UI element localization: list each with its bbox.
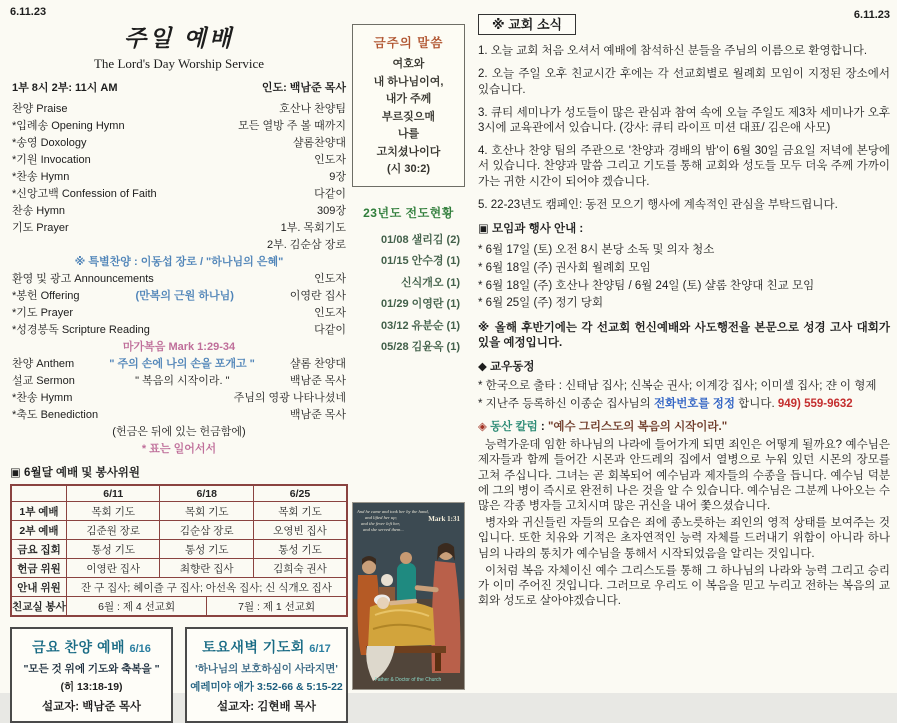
worship-item-center-text: 마가복음 Mark 1:29-34 [122,341,236,353]
worship-item [10,441,348,458]
worship-item-label: 설교 Sermon [12,375,75,387]
worship-item [10,254,348,271]
worship-item-label: *봉헌 Offering [12,290,80,302]
worship-item-value: 인도자 [314,273,346,285]
table-cell: 목회 기도 [160,502,254,521]
worship-item-value: 백남준 목사 [289,375,346,387]
column-heading [478,420,890,435]
worship-item-center-text: 2부. 김순삼 장로 [266,239,346,251]
member-news-heading: ◆ 교우동정 [478,360,535,373]
verse-line: 나를 [397,128,420,140]
worship-item-value: 샬롬 찬양대 [289,358,346,370]
notice-item: 4. 호산나 찬양 팀의 주관으로 '찬양과 경배의 밤'이 6월 30일 금요일 저녁에 본당에서 있습니다. 찬양과 말씀 그리고 기도를 통해 교회와 성도들 모두 더욱 주께 가까이 가는 귀한 시간이 되어야 겠습니다. [478,145,890,188]
saturday-box-title: 토요새벽 기도회 [202,639,305,655]
service-times: 1부 8시 2부: 11시 AM [12,82,118,94]
evangelism-entry: 01/15 안수경 (1) [381,255,460,267]
column-paragraph: 능력가운데 임한 하나님의 나라에 들어가게 되면 죄인은 어떻게 될까요? 예수님은 제자들과 함께 들어간 시몬과 안드레의 집에서 열병으로 누워 있던 시몬의 장모를 고쳐 주십니다. 그녀는 곧 회복되어 예수님과 제자들의 수종을 듭니다. 예수님 덕분에 그의 병이 즉시로 완전히 나은 것을 알 수 있습니다. 예수님은 그분께 나아오는 수많은 각종 병자들 고치시며 많은 귀신을 내어 쫓으셨습니다. [478,439,890,513]
worship-item-value: 다같이 [314,188,346,200]
table-cell: 통성 기도 [66,540,160,559]
table-row [11,597,347,617]
worship-item-center-text: (헌금은 뒤에 있는 헌금함에) [112,426,246,438]
column-paragraph: 병자와 귀신들린 자들의 모습은 죄에 종노릇하는 죄인의 영적 상태를 보여주는 것입니다. 또한 치유와 기적은 초자연적인 능력 자체를 드러내기 위함이 아니라 하나님의 나라의 통치가 예수님을 통해서 시작되었음을 알리는 것입니다. [478,517,890,560]
verse-line: 부르짖으매 [381,110,436,123]
worship-item [10,118,348,135]
painting-caption: Father & Doctor of the Church [374,677,442,683]
friday-box-title: 금요 찬양 예배 [32,639,126,655]
worship-item-label: *축도 Benediction [12,409,99,421]
painting-verse-line: and she served them... [363,527,404,532]
table-cell [11,485,66,502]
corrected-phone-number: 949) 559-9632 [777,397,853,410]
worship-item [10,424,348,441]
friday-box-ref: (히 13:18-19) [60,681,123,693]
worship-title: 주일 예배 [123,25,235,51]
bottom-boxes [10,627,348,723]
saturday-box-quote: '하나님의 보호하심이 사라지면' [195,663,338,675]
phone-line-prefix: * 지난주 등록하신 이종순 집사님의 [478,397,654,410]
column-paragraph: 이처럼 복음 자체이신 예수 그리스도를 통해 그 하나님의 나라와 능력 그리고 승리가 이미 주어진 것입니다. 그러므로 우리도 이 복음을 믿고 누리고 전하는 복음의 교회와 성도로 살아야겠습니다. [478,564,890,608]
event-item: * 6월 18일 (주) 호산나 찬양팀 / 6월 24일 (토) 샬롬 찬양대 친교 모임 [478,279,815,292]
service-leader: 인도: 백남준 목사 [261,82,346,94]
member-phone-line [478,397,890,412]
duty-table-title: ▣ 6월달 예배 및 봉사위원 [10,467,141,479]
evangelism-entry: 신식개오 (1) [400,276,460,289]
table-row [11,540,347,559]
table-row [11,521,347,540]
column-separator: : [537,421,548,434]
worship-item-note: " 복음의 시작이라. " [135,375,230,387]
worship-subtitle: The Lord's Day Worship Service [93,56,264,71]
table-cell: 최향란 집사 [160,559,254,578]
notice-item: 2. 오늘 주일 오후 친교시간 후에는 각 선교회별로 월례회 모임이 지정된 장소에서 있습니다. [478,68,890,96]
verse-line: 고치셨나이다 [376,145,441,158]
diamond-icon: ◈ [478,421,487,434]
evangelism-entry: 05/28 김윤옥 (1) [381,341,460,353]
event-item: * 6월 17일 (토) 오전 8시 본당 소독 및 의자 청소 [478,244,715,257]
painting-verse-line: And he came and took her by the hand, [357,509,429,514]
notice-item: 1. 오늘 교회 처음 오셔서 예배에 참석하신 분들을 주님의 이름으로 환영합니다. [478,45,868,58]
news-panel [478,8,890,612]
evangelism-list [352,230,465,359]
event-item: * 6월 25일 (주) 정기 당회 [478,297,604,310]
member-travel-line: * 한국으로 출타 : 신태남 집사; 신복순 권사; 이계강 집사; 이미셀 집사; 쟌 이 형제 [478,380,877,393]
worship-item-label: *입례송 Opening Hymn [12,120,125,132]
worship-item [10,152,348,169]
worship-item [10,390,348,407]
worship-item-label: *성경봉독 Scripture Reading [12,324,150,336]
worship-order-panel [10,6,348,723]
table-row [11,559,347,578]
worship-item [10,203,348,220]
date-left: 6.11.23 [10,6,47,18]
events-heading: ▣ 모임과 행사 안내 : [478,223,584,236]
worship-item-label: *찬송 Hymm [12,392,73,404]
table-row [11,485,347,502]
worship-item-value: 호산나 찬양팀 [279,103,346,115]
worship-item [10,271,348,288]
table-cell: 금요 집회 [11,540,66,559]
phone-correction-text: 전화번호를 정정 [653,397,735,410]
table-cell: 6월 : 제 4 선교회 [66,597,206,617]
friday-worship-box [10,627,173,723]
second-half-note: ※ 올해 후반기에는 각 선교회 헌신예배와 사도행전을 본문으로 성경 고사 대회가 있을 예정입니다. [478,321,890,349]
table-cell: 통성 기도 [253,540,347,559]
table-cell: 김희숙 권사 [253,559,347,578]
table-cell: 김순삼 장로 [160,521,254,540]
phone-line-mid: 합니다. [734,397,778,410]
table-row [11,578,347,597]
worship-item [10,339,348,356]
worship-item [10,322,348,339]
worship-item-center-text: * 표는 일어서서 [141,443,217,455]
worship-item [10,407,348,424]
saturday-prayer-box [185,627,348,723]
worship-item-label: *신앙고백 Confession of Faith [12,188,157,200]
worship-item-center-text: ※ 특별찬양 : 이동섭 장로 / "하나님의 은혜" [74,256,284,268]
column-body [478,438,890,609]
verse-line: 여호와 [392,58,425,70]
friday-box-title-row [15,637,168,657]
worship-item [10,101,348,118]
worship-item-label: *기원 Invocation [12,154,91,166]
painting-verse-line: and lifted her up; [365,515,398,520]
table-cell: 2부 예배 [11,521,66,540]
healing-painting [352,502,465,690]
healing-painting-art [353,503,464,689]
friday-box-preacher: 설교자: 백남준 목사 [41,701,142,713]
evangelism-entry: 01/29 이영란 (1) [381,298,460,310]
worship-item [10,135,348,152]
notice-item: 5. 22-23년도 캠페인: 동전 모으기 행사에 계속적인 관심을 부탁드립니다. [478,198,838,211]
worship-item-label: *찬송 Hymn [12,171,70,183]
worship-item [10,169,348,186]
worship-item [10,186,348,203]
worship-item [10,356,348,373]
worship-item-value: 다같이 [314,324,346,336]
worship-item-value: 이영란 집사 [289,290,346,302]
weekly-verse-lines [355,56,462,179]
verse-line: (시 30:2) [386,163,431,175]
saturday-box-date: 6/17 [309,643,331,655]
table-cell: 안내 위원 [11,578,66,597]
worship-item-value: 샬롬찬양대 [292,137,346,149]
worship-item-value: 인도자 [314,307,346,319]
worship-item-value: 309장 [317,205,346,217]
worship-item-label: 환영 및 광고 Announcements [12,273,154,285]
table-cell: 오영빈 집사 [253,521,347,540]
worship-item-label: 찬송 Hymn [12,205,66,217]
friday-box-quote: "모든 것 위에 기도와 축복을 " [23,663,160,675]
saturday-box-preacher: 설교자: 김현배 목사 [216,701,317,713]
worship-item-value: 인도자 [314,154,346,166]
table-cell: 목회 기도 [66,502,160,521]
worship-item-label: 기도 Prayer [12,222,69,234]
table-cell: 김준원 장로 [66,521,160,540]
saturday-box-ref: 예레미야 애가 3:52-66 & 5:15-22 [190,681,343,693]
verse-line: 내가 주께 [385,93,432,105]
worship-item-note-blue: (만복의 근원 하나님) [135,290,234,302]
worship-item [10,237,348,254]
worship-item [10,288,348,305]
worship-item-label: 찬양 Praise [12,103,68,115]
column-label: 동산 칼럼 [490,421,538,434]
table-cell: 친교실 봉사 [11,597,66,617]
table-cell: 6/11 [66,485,160,502]
worship-item [10,305,348,322]
worship-item-label: *기도 Prayer [12,307,73,319]
evangelism-entry: 01/08 샐리김 (2) [381,233,460,246]
table-cell: 이영란 집사 [66,559,160,578]
worship-item-label: *송영 Doxology [12,137,87,149]
saturday-box-title-row [190,637,343,657]
notice-item: 3. 큐티 세미나가 성도들이 많은 관심과 참여 속에 오늘 주일도 제3차 세미나가 오후 3시에 교육관에서 있습니다. (강사: 큐티 라이프 미션 대표/ 김은애 사모) [478,106,890,135]
friday-box-date: 6/16 [129,643,151,655]
evangelism-title: 23년도 전도현황 [363,205,454,220]
worship-item-value: 모든 열방 주 볼 때까지 [238,120,346,132]
painting-reference: Mark 1:31 [428,515,460,523]
worship-order-list [10,101,348,458]
weekly-verse-box [352,24,465,187]
verse-line: 내 하나님이여, [373,75,444,88]
worship-item-label: 찬양 Anthem [12,358,75,370]
worship-item [10,373,348,390]
duty-table [10,484,348,617]
evangelism-entry: 03/12 유분순 (1) [381,319,460,332]
worship-item-value: 백남준 목사 [289,409,346,421]
date-right: 6.11.23 [853,9,890,21]
worship-item [10,220,348,237]
painting-verse-line: and the fever left her, [361,521,400,526]
middle-strip [352,24,465,683]
table-cell: 7월 : 제 1 선교회 [207,597,347,617]
table-cell: 헌금 위원 [11,559,66,578]
column-quote: "예수 그리스도의 복음의 시작이라." [547,421,728,434]
table-cell: 6/18 [160,485,254,502]
table-cell: 6/25 [253,485,347,502]
service-times-row [10,79,348,95]
church-news-title-box: ※ 교회 소식 [478,14,576,35]
event-item: * 6월 18일 (주) 권사회 월례회 모임 [478,261,651,274]
worship-item-note-blue: " 주의 손에 나의 손을 포개고 " [109,358,255,370]
table-cell: 잔 구 집사; 헤이즐 구 집사; 아선옥 집사; 신 식개오 집사 [66,578,347,597]
notice-list [478,44,890,213]
table-row [11,502,347,521]
weekly-verse-title: 금주의 말씀 [373,36,444,50]
worship-item-value: 9장 [329,171,346,183]
worship-item-value: 1부. 목회기도 [280,222,346,234]
worship-item-value: 주님의 영광 나타나셨네 [233,392,346,404]
event-list [478,243,890,311]
table-cell: 목회 기도 [253,502,347,521]
table-cell: 통성 기도 [160,540,254,559]
table-cell: 1부 예배 [11,502,66,521]
